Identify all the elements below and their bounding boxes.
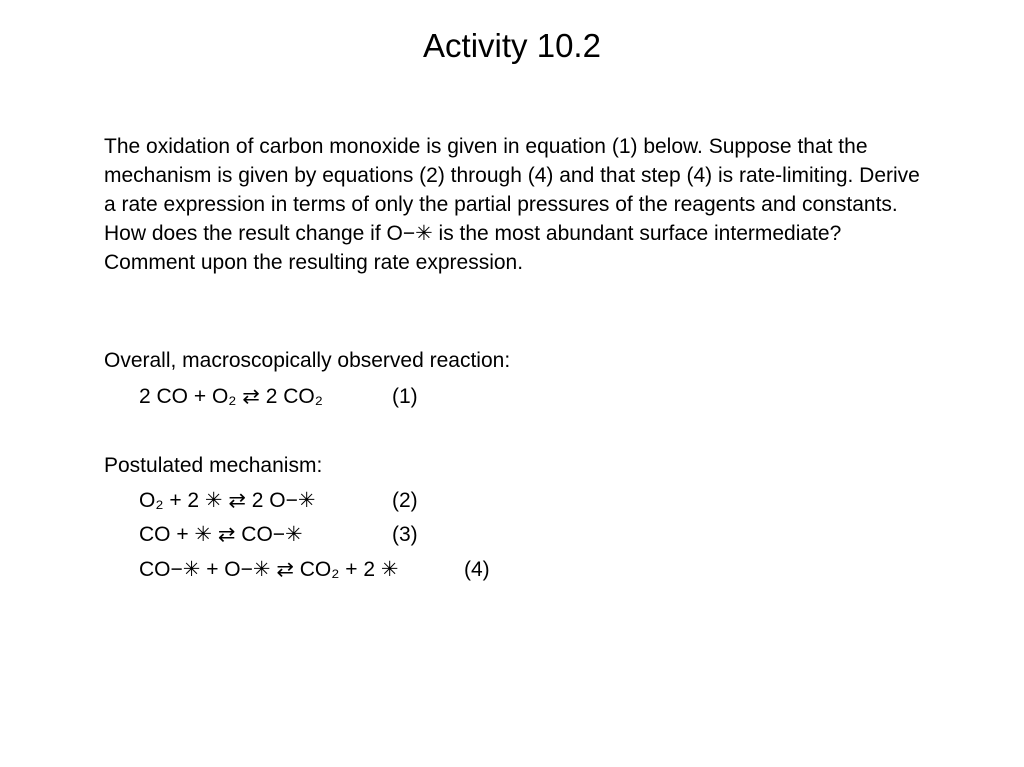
- step-number: (3): [392, 523, 418, 546]
- step-number: (2): [392, 489, 418, 512]
- step-expression: CO−✳ + O−✳ ⇄ CO₂ + 2 ✳: [139, 558, 399, 581]
- mechanism-step: [139, 520, 418, 549]
- step-expression: CO + ✳ ⇄ CO−✳: [139, 523, 303, 546]
- overall-reaction-heading: Overall, macroscopically observed reaction:: [104, 349, 511, 372]
- mechanism-step: [139, 486, 418, 515]
- mechanism-heading: Postulated mechanism:: [104, 454, 323, 477]
- slide-title: Activity 10.2: [423, 27, 601, 64]
- step-expression: O₂ + 2 ✳ ⇄ 2 O−✳: [139, 489, 316, 512]
- equation-expression: 2 CO + O₂ ⇄ 2 CO₂: [139, 385, 323, 408]
- overall-equation: [139, 382, 418, 411]
- step-number: (4): [464, 558, 490, 581]
- mechanism-step: [139, 555, 490, 584]
- question-paragraph: The oxidation of carbon monoxide is given in equation (1) below. Suppose that the mechanism is given by equations (2) through (4) and that step (4) is rate-limiting. Derive a rate expression in terms of only the partial pressures of the reagents and constants. How does the result change if O−✳ is the most abundant surface intermediate? Comment upon the resulting rate expression.: [104, 135, 920, 274]
- equation-number: (1): [392, 385, 418, 408]
